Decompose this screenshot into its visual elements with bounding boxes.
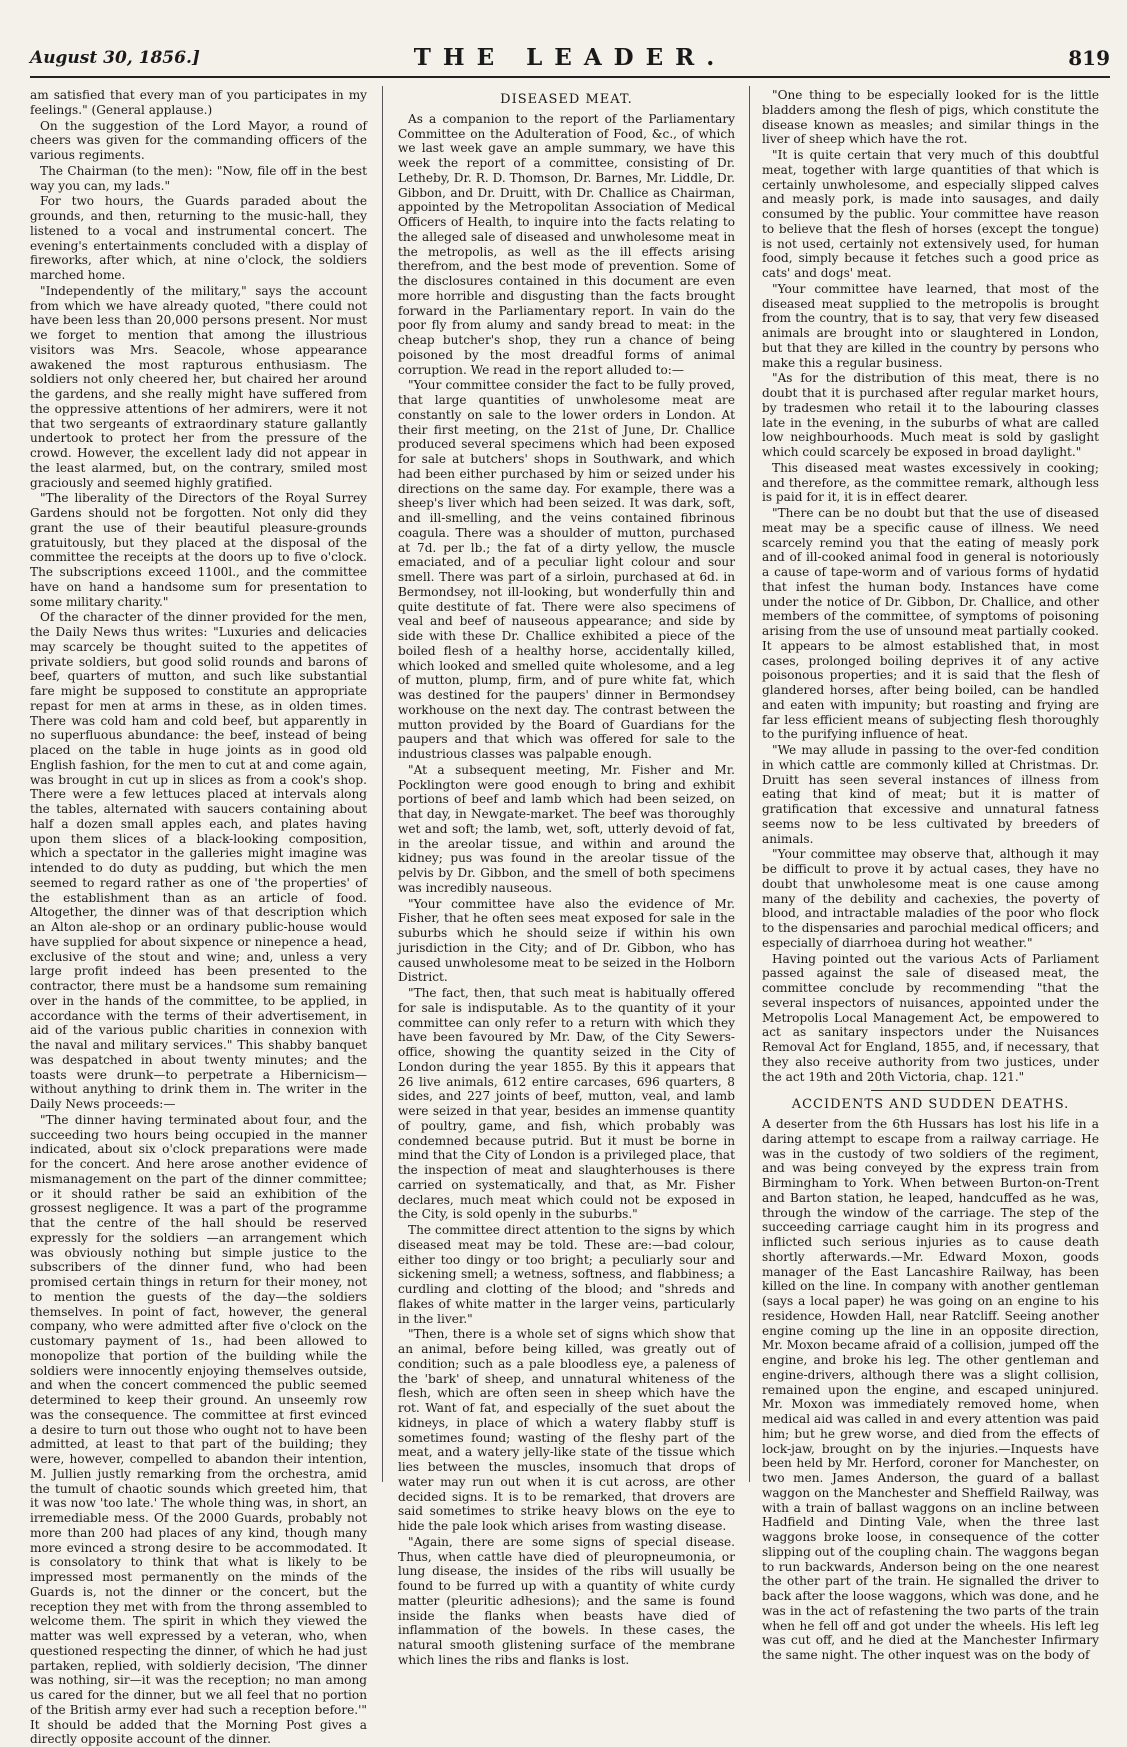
paragraph: "Then, there is a whole set of signs which show that an animal, before being killed, was greatly out of condition; such as a pale bloodless eye, a paleness of the 'bark' of sheep, and unnatural whiteness of the flesh, which are often seen in sheep which have the rot. Want of fat, and especially of the suet about the kidneys, in place of which a watery flabby stuff is sometimes found; wasting of the fleshy part of the meat, and a watery jelly-like state of the tissue which lies between the muscles, insomuch that drops of water may run out when it is cut across, are other decided signs. It is to be remarked, that drovers are said sometimes to strike heavy blows on the eye to hide the pale look which arises from wasting disease. [398, 1327, 735, 1534]
paragraph: For two hours, the Guards paraded about the grounds, and then, returning to the music-hall, they listened to a vocal and instrumental concert. The evening's entertainments concluded with a display of fireworks, after which, at nine o'clock, the soldiers marched home. [30, 194, 367, 282]
paragraph: "At a subsequent meeting, Mr. Fisher and Mr. Pocklington were good enough to bring and exhibit portions of beef and lamb which had been seized, on that day, in Newgate-market. The beef was thoroughly wet and soft; the lamb, wet, soft, utterly devoid of fat, in the areolar tissue, and within and around the kidney; pus was found in the areolar tissue of the pelvis by Dr. Gibbon, and the smell of both specimens was incredibly nauseous. [398, 762, 735, 895]
paragraph: "Again, there are some signs of special disease. Thus, when cattle have died of pleuropneumonia, or lung disease, the insides of the ribs will usually be found to be furred up with a quantity of white curdy matter (pleuritic adhesions); and the same is found inside the flanks when beasts have died of inflammation of the bowels. In these cases, the natural smooth glistening surface of the membrane which lines the ribs and flanks is lost. [398, 1534, 735, 1667]
paragraph: "There can be no doubt but that the use of diseased meat may be a specific cause of illness. We need scarcely remind you that the eating of measly pork and of ill-cooked animal food in general is notoriously a cause of tape-worm and of various forms of hydatid that infest the human body. Instances have come under the notice of Dr. Gibbon, Dr. Challice, and other members of the committee, of symptoms of poisoning arising from the use of unsound meat partially cooked. It appears to be almost established that, in most cases, prolonged boiling deprives it of any active poisonous properties; and it is said that the flesh of glandered horses, after being boiled, can be handled and eaten with impunity; but roasting and frying are far less efficient means of subjecting flesh thoroughly to the purifying influence of heat. [762, 506, 1099, 742]
paragraph: The Chairman (to the men): "Now, file off in the best way you can, my lads." [30, 163, 367, 193]
column-3 [762, 88, 1099, 1663]
paragraph: On the suggestion of the Lord Mayor, a round of cheers was given for the commanding officers of the various regiments. [30, 118, 367, 162]
paragraph: "As for the distribution of this meat, there is no doubt that it is purchased after regular market hours, by tradesmen who retail it to the labouring classes late in the evening, in the suburbs of what are called low neighbourhoods. Much meat is sold by gaslight which could scarcely be exposed in broad daylight." [762, 371, 1099, 459]
paragraph: "We may allude in passing to the over-fed condition in which cattle are commonly killed at Christmas. Dr. Druitt has seen several instances of illness from eating that kind of meat; but it is matter of gratification that excessive and unnatural fatness seems now to be less cultivated by breeders of animals. [762, 743, 1099, 846]
paragraph: "Your committee consider the fact to be fully proved, that large quantities of unwholesome meat are constantly on sale to the lower orders in London. At their first meeting, on the 21st of June, Dr. Challice produced several specimens which had been exposed for sale at butchers' shops in Southwark, and which had been either purchased by him or seized under his directions on the same day. For example, there was a sheep's liver which had been seized. It was dark, soft, and ill-smelling, and the veins contained fibrinous coagula. There was a shoulder of mutton, purchased at 7d. per lb.; the fat of a dirty yellow, the muscle emaciated, and of a peculiar light colour and sour smell. There was part of a sirloin, purchased at 6d. in Bermondsey, not ill-looking, but wonderfully thin and quite destitute of fat. There were also specimens of veal and beef of nauseous appearance; and side by side with these Dr. Challice exhibited a piece of the boiled flesh of a healthy horse, accidentally killed, which looked and smelled quite wholesome, and a leg of mutton, plump, firm, and of pure white fat, which was destined for the paupers' dinner in Bermondsey workhouse on the next day. The contrast between the mutton provided by the Board of Guardians for the paupers and that which was offered for sale to the industrious classes was palpable enough. [398, 378, 735, 762]
paragraph: "The fact, then, that such meat is habitually offered for sale is indisputable. As to the quantity of it your committee can only refer to a return with which they have been favoured by Mr. Daw, of the City Sewers-office, showing the quantity seized in the City of London during the year 1855. By this it appears that 26 live animals, 612 entire carcases, 696 quarters, 8 sides, and 227 joints of beef, mutton, veal, and lamb were seized in that year, besides an immense quantity of poultry, game, and fish, which probably was condemned because putrid. But it must be borne in mind that the City of London is a privileged place, that the inspection of meat and slaughterhouses is there carried on systematically, and that, as Mr. Fisher declares, much meat which could not be exposed in the City, is sold openly in the suburbs." [398, 986, 735, 1222]
paragraph: This diseased meat wastes excessively in cooking; and therefore, as the committee remark, although less is paid for it, it is in effect dearer. [762, 460, 1099, 505]
paragraph: "Your committee have learned, that most of the diseased meat supplied to the metropolis is brought from the country, that is to say, that very few diseased animals are brought into or slaughtered in London, but that they are killed in the country by persons who make this a regular business. [762, 281, 1099, 370]
article-heading-diseased-meat: DISEASED MEAT. [500, 92, 633, 107]
paragraph: "The liberality of the Directors of the Royal Surrey Gardens should not be forgotten. Not only did they grant the use of their beautiful pleasure-grounds gratuitously, but they placed at the disposal of the committee the receipts at the doors up to five o'clock. The subscriptions exceed 1100l., and the committee have on hand a handsome sum for presentation to some military charity." [30, 491, 367, 609]
section-divider [871, 1090, 991, 1091]
newspaper-title: THE LEADER. [413, 44, 727, 71]
paragraph: "One thing to be especially looked for is the little bladders among the flesh of pigs, which constitute the disease known as measles; and similar things in the liver of sheep which have the rot. [762, 88, 1099, 147]
column-2 [398, 88, 735, 1667]
paragraph: am satisfied that every man of you participates in my feelings." (General applause.) [30, 88, 367, 117]
paragraph: Of the character of the dinner provided for the men, the Daily News thus writes: "Luxuries and delicacies may scarcely be thought suited to the appetites of private soldiers, but good solid rounds and barons of beef, quarters of mutton, and such like substantial fare might be supposed to constitute an appropriate repast for men at arms in these, as in olden times. There was cold ham and cold beef, but apparently in no superfluous abundance: the beef, instead of being placed on the table in huge joints as in good old English fashion, for the men to cut at and come again, was brought in cut up in slices as from a cook's shop. There were a few lettuces placed at intervals along the tables, alternated with saucers containing about half a dozen small apples each, and plates having upon them slices of a black-looking composition, which a spectator in the galleries might imagine was intended to do duty as pudding, but which the men seemed to regard rather as one of 'the properties' of the establishment than as an article of food. Altogether, the dinner was of that description which an Alton ale-shop or an ordinary public-house would have supplied for about sixpence or ninepence a head, exclusive of the stout and wine; and, unless a very large profit indeed has been presented to the contractor, there must be a handsome sum remaining over in the hands of the committee, to be applied, in accordance with the terms of their advertisement, in aid of the various public charities in connexion with the naval and military services." This shabby banquet was despatched in about twenty minutes; and the toasts were drunk—to perpetrate a Hibernicism—without anything to drink them in. The writer in the Daily News proceeds:— [30, 610, 367, 1111]
paragraph: "Your committee have also the evidence of Mr. Fisher, that he often sees meat exposed for sale in the suburbs which he should seize if within his own jurisdiction in the City; and of Dr. Gibbon, who has caused unwholesome meat to be seized in the Holborn District. [398, 896, 735, 985]
paragraph: "It is quite certain that very much of this doubtful meat, together with large quantities of that which is certainly unwholesome, and especially slipped calves and measly pork, is made into sausages, and daily consumed by the public. Your committee have reason to believe that the flesh of horses (except the tongue) is not used, certainly not extensively used, for human food, simply because it fetches such a good price as cats' and dogs' meat. [762, 148, 1099, 280]
paragraph: As a companion to the report of the Parliamentary Committee on the Adulteration of Food, &c., of which we last week gave an ample summary, we have this week the report of a committee, consisting of Dr. Letheby, Dr. R. D. Thomson, Dr. Barnes, Mr. Liddle, Dr. Gibbon, and Dr. Druitt, with Dr. Challice as Chairman, appointed by the Metropolitan Association of Medical Officers of Health, to inquire into the facts relating to the alleged sale of diseased and unwholesome meat in the metropolis, as well as the ill effects arising therefrom, and the best mode of prevention. Some of the disclosures contained in this document are even more horrible and disgusting than the facts brought forward in the Parliamentary report. In vain do the poor fly from alumy and sandy bread to meat: in the cheap butcher's shop, they run a chance of being poisoned by the most dreadful forms of animal corruption. We read in the report alluded to:— [398, 111, 735, 377]
column-rule [749, 86, 750, 1482]
column-rule [382, 86, 383, 1482]
paragraph: A deserter from the 6th Hussars has lost his life in a daring attempt to escape from a railway carriage. He was in the custody of two soldiers of the regiment, and was being conveyed by the express train from Birmingham to York. When between Burton-on-Trent and Barton station, he leaped, handcuffed as he was, through the window of the carriage. The step of the succeeding carriage caught him in its progress and inflicted such serious injuries as to cause death shortly afterwards.—Mr. Edward Moxon, goods manager of the East Lancashire Railway, has been killed on the line. In company with another gentleman (says a local paper) he was going on an engine to his residence, Howden Hall, near Ratcliff. Seeing another engine coming up the line in an opposite direction, Mr. Moxon became afraid of a collision, jumped off the engine, and broke his leg. The other gentleman and engine-drivers, although there was a slight collision, remained upon the engine, and escaped uninjured. Mr. Moxon was immediately removed home, when medical aid was called in and every attention was paid him; but he grew worse, and died from the effects of lock-jaw, brought on by the injuries.—Inquests have been held by Mr. Herford, coroner for Manchester, on two men. James Anderson, the guard of a ballast waggon on the Manchester and Sheffield Railway, was with a train of ballast waggons on an incline between Hadfield and Dinting Vale, when the three last waggons broke loose, in consequence of the cotter slipping out of the coupling chain. The waggons began to run backwards, Anderson being on the one nearest the other part of the train. He signalled the driver to back after the loose waggons, which was done, and he was in the act of refastening the two parts of the train when he fell off and got under the wheels. His left leg was cut off, and he died at the Manchester Infirmary the same night. The other inquest was on the body of [762, 1117, 1099, 1663]
paragraph: "Independently of the military," says the account from which we have already quoted, "there could not have been less than 20,000 persons present. Nor must we forget to mention that among the illustrious visitors was Mrs. Seacole, whose appearance awakened the most rapturous enthusiasm. The soldiers not only cheered her, but chaired her around the gardens, and she really might have suffered from the oppressive attentions of her admirers, were it not that two sergeants of extraordinary stature gallantly undertook to protect her from the pressure of the crowd. However, the excellent lady did not appear in the least alarmed, but, on the contrary, smiled most graciously and seemed highly gratified. [30, 283, 367, 490]
issue-date: August 30, 1856.] [30, 48, 200, 68]
paragraph: The committee direct attention to the signs by which diseased meat may be told. These are:—bad colour, either too dingy or too bright; a peculiarly sour and sickening smell; a wetness, softness, and flabbiness; a curdling and clotting of the blood; and "shreds and flakes of white matter in the larger veins, particularly in the liver." [398, 1223, 735, 1326]
article-heading-accidents: ACCIDENTS AND SUDDEN DEATHS. [791, 1097, 1070, 1113]
paragraph: "Your committee may observe that, although it may be difficult to prove it by actual cases, they have no doubt that unwholesome meat is one cause among many of the debility and cachexies, the poverty of blood, and intractable maladies of the poor who flock to the dispensaries and parochial medical officers; and especially of diarrhoea during hot weather." [762, 847, 1099, 950]
masthead [30, 42, 1110, 78]
column-1 [30, 88, 367, 1747]
paragraph: "The dinner having terminated about four, and the succeeding two hours being occupied in the manner indicated, about six o'clock preparations were made for the concert. And here arose another evidence of mismanagement on the part of the dinner committee; or it should rather be said an exhibition of the grossest negligence. It was a part of the programme that the centre of the hall should be reserved expressly for the soldiers —an arrangement which was obviously nothing but simple justice to the subscribers of the dinner fund, who had been promised certain things in return for their money, not to mention the guests of the day—the soldiers themselves. In point of fact, however, the general company, who were admitted after five o'clock on the customary payment of 1s., had been allowed to monopolize that portion of the building while the soldiers were innocently enjoying themselves outside, and when the concert commenced the public seemed determined to keep their ground. An unseemly row was the consequence. The committee at first evinced a desire to turn out those who ought not to have been admitted, at least to that part of the building; they were, however, compelled to abandon their intention, M. Jullien justly remarking from the orchestra, amid the tumult of chaotic sounds which greeted him, that it was now 'too late.' The whole thing was, in short, an irremediable mess. Of the 2000 Guards, probably not more than 200 had places of any kind, though many more evinced a strong desire to be accommodated. It is consolatory to think that what is likely to be impressed most permanently on the minds of the Guards is, not the dinner or the concert, but the reception they met with from the throng assembled to welcome them. The spirit in which they viewed the matter was well expressed by a veteran, who, when questioned respecting the dinner, of which he had just partaken, replied, with soldierly decision, 'The dinner was nothing, sir—it was the reception; no man among us cared for the dinner, but we all feel that no portion of the British army ever had such a reception before.'" It should be added that the Morning Post gives a directly opposite account of the dinner. [30, 1112, 367, 1747]
paragraph: Having pointed out the various Acts of Parliament passed against the sale of diseased meat, the committee conclude by recommending "that the several inspectors of nuisances, appointed under the Metropolis Local Management Act, be empowered to act as sanitary inspectors under the Nuisances Removal Act for England, 1855, and, if necessary, that they also receive authority from two justices, under the act 19th and 20th Victoria, chap. 121." [762, 951, 1099, 1084]
page-number: 819 [1068, 46, 1110, 70]
